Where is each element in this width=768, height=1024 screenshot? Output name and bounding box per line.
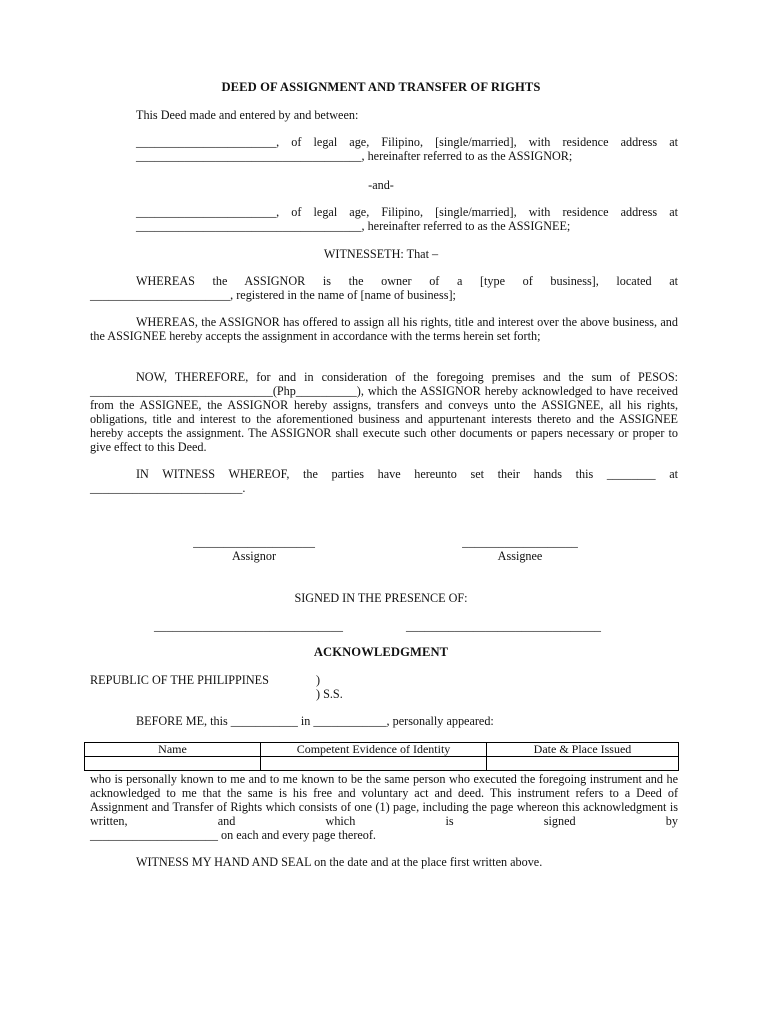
now-therefore-line-1: NOW, THEREFORE, for and in consideration of the foregoing premises and the sum of PESOS: <box>136 370 678 384</box>
whereas-1-line-2: _______________________, registered in the name of [name of business]; <box>90 288 456 302</box>
venue-paren: ) <box>316 673 321 687</box>
assignor-signature-line: ____________________ <box>193 535 315 549</box>
republic-text: REPUBLIC OF THE PHILIPPINES <box>90 673 269 687</box>
identity-table-header-row <box>85 743 679 757</box>
acknowledgment-text: who is personally known to me and to me known to be the same person who executed the foregoing instrument and he acknowledged to me that the same is his free and voluntary act and deed. This instrument refers to a Deed of Assignment and Transfer of Rights which consists of one (1) page, including the page whereon this acknowledgment is written, and which is signed by <box>90 772 678 828</box>
intro-text: This Deed made and entered by and between: <box>136 108 359 122</box>
identity-table-row <box>85 757 679 771</box>
assignor-line-1: _______________________, of legal age, Filipino, [single/married], with residence address at <box>136 135 678 149</box>
in-witness-line-2: _________________________. <box>90 481 246 495</box>
and-separator: -and- <box>368 178 394 192</box>
witness-line-right: ________________________________ <box>406 619 601 633</box>
witnesseth-heading: WITNESSETH: That – <box>323 247 439 261</box>
header-name: Name <box>85 743 261 757</box>
now-therefore-body: ______________________________(Php__________), which the ASSIGNOR hereby acknowledged to have received from the ASSIGNEE, the ASSIGNOR hereby assigns, transfers and conveys unto the ASSIGNEE, all his rights, obligations, title and interest to the aforementioned business and appurtenant interests thereto and the ASSIGNEE hereby accepts the assignment. The ASSIGNOR shall execute such other documents or papers necessary or proper to give effect to this Deed. <box>90 384 678 454</box>
acknowledgment-last-line: _____________________ on each and every page thereof. <box>90 828 376 842</box>
assignor-label: Assignor <box>231 549 276 563</box>
witness-hand-seal: WITNESS MY HAND AND SEAL on the date and at the place first written above. <box>136 855 543 869</box>
whereas-offer-paragraph: WHEREAS, the ASSIGNOR has offered to assign all his rights, title and interest over the above business, and the ASSIGNEE hereby accepts the assignment in accordance with the terms herein set forth; <box>90 315 678 343</box>
document-title: DEED OF ASSIGNMENT AND TRANSFER OF RIGHTS <box>221 80 541 94</box>
assignee-line-2: _____________________________________, hereinafter referred to as the ASSIGNEE; <box>136 219 571 233</box>
assignor-line-2: _____________________________________, hereinafter referred to as the ASSIGNOR; <box>136 149 573 163</box>
venue-ss: ) S.S. <box>316 687 343 701</box>
before-me-line: BEFORE ME, this ___________ in ____________, personally appeared: <box>136 714 494 728</box>
identity-table <box>84 742 679 771</box>
header-date-place: Date & Place Issued <box>487 743 679 757</box>
cell-date-place <box>487 757 679 771</box>
witness-line-left: _______________________________ <box>154 619 343 633</box>
cell-name <box>85 757 261 771</box>
whereas-1-line-1: WHEREAS the ASSIGNOR is the owner of a [type of business], located at <box>136 274 678 288</box>
header-evidence: Competent Evidence of Identity <box>261 743 487 757</box>
assignee-line-1: _______________________, of legal age, Filipino, [single/married], with residence address at <box>136 205 678 219</box>
assignee-label: Assignee <box>497 549 543 563</box>
cell-evidence <box>261 757 487 771</box>
assignee-signature-line: ___________________ <box>462 535 578 549</box>
in-witness-line-1: IN WITNESS WHEREOF, the parties have hereunto set their hands this ________ at <box>136 467 678 481</box>
acknowledgment-title: ACKNOWLEDGMENT <box>313 645 449 659</box>
signed-presence-heading: SIGNED IN THE PRESENCE OF: <box>294 591 468 605</box>
